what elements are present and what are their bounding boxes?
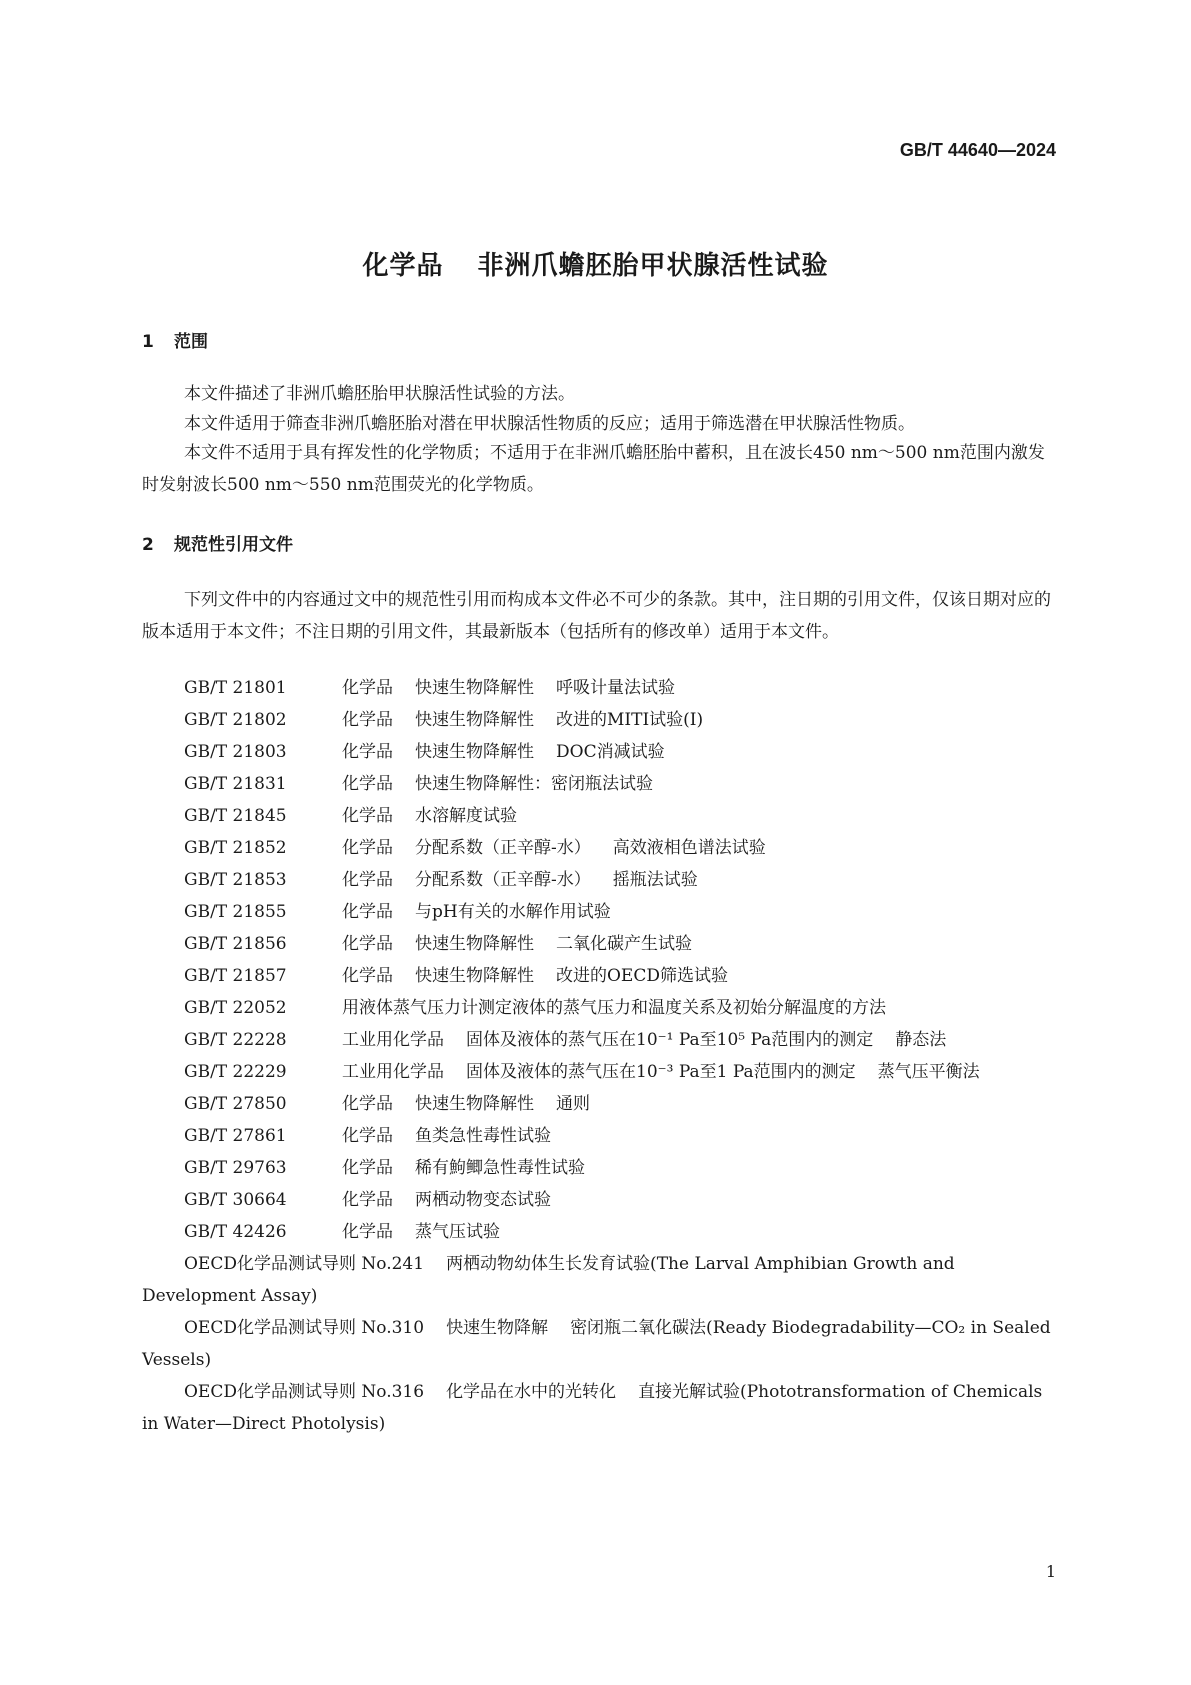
reference-code: GB/T 27861 [184, 1126, 287, 1146]
reference-part-b: 快速生物降解性 [415, 678, 534, 698]
reference-item [142, 704, 1059, 736]
reference-code: GB/T 21802 [184, 710, 287, 730]
reference-item [142, 864, 1059, 896]
oecd-reference-code: OECD化学品测试导则 No.310 [184, 1318, 425, 1338]
reference-part-b: 两栖动物变态试验 [415, 1190, 551, 1210]
reference-item [142, 1184, 1059, 1216]
reference-code: GB/T 21803 [184, 742, 287, 762]
reference-part-c: DOC消减试验 [556, 742, 665, 762]
section-number: 2 [142, 535, 154, 555]
reference-part-c: 呼吸计量法试验 [556, 678, 675, 698]
reference-part-b: 快速生物降解性 [415, 710, 534, 730]
normative-intro: 下列文件中的内容通过文中的规范性引用而构成本文件必不可少的条款。其中，注日期的引用文件，仅该日期对应的版本适用于本文件；不注日期的引用文件，其最新版本（包括所有的修改单）适用于本文件。 [142, 590, 1051, 642]
reference-part-a: 化学品 [342, 1094, 393, 1114]
reference-part-a: 用液体蒸气压力计测定液体的蒸气压力和温度关系及初始分解温度的方法 [342, 998, 886, 1018]
reference-part-a: 化学品 [342, 934, 393, 954]
reference-code: GB/T 30664 [184, 1190, 287, 1210]
reference-item [142, 832, 1059, 864]
reference-code: GB/T 21845 [184, 806, 287, 826]
reference-code: GB/T 21857 [184, 966, 287, 986]
reference-part-a: 化学品 [342, 1158, 393, 1178]
reference-part-c: 二氧化碳产生试验 [556, 934, 692, 954]
reference-item [142, 1216, 1059, 1248]
reference-part-b: 快速生物降解性 [415, 1094, 534, 1114]
scope-paragraph-3: 本文件不适用于具有挥发性的化学物质；不适用于在非洲爪蟾胚胎中蓄积，且在波长450 nm～500 nm范围内激发时发射波长500 nm～550 nm范围荧光的化学物质。 [142, 443, 1045, 495]
oecd-reference-b: 密闭瓶二氧化碳法(Ready Biodegradability—CO₂ in Sealed Vessels) [142, 1318, 1051, 1370]
reference-part-b: 鱼类急性毒性试验 [415, 1126, 551, 1146]
reference-part-b: 分配系数（正辛醇-水） [415, 870, 591, 890]
reference-part-b: 快速生物降解性 [415, 966, 534, 986]
reference-part-b: 快速生物降解性：密闭瓶法试验 [415, 774, 653, 794]
section-heading-normative-references [142, 530, 293, 555]
reference-item [142, 672, 1059, 704]
reference-code: GB/T 22229 [184, 1062, 287, 1082]
reference-part-b: 固体及液体的蒸气压在10⁻¹ Pa至10⁵ Pa范围内的测定 [466, 1030, 874, 1050]
reference-part-b: 蒸气压试验 [415, 1222, 500, 1242]
reference-part-c: 高效液相色谱法试验 [612, 838, 766, 858]
oecd-reference-code: OECD化学品测试导则 No.241 [184, 1254, 425, 1274]
reference-part-a: 工业用化学品 [342, 1062, 444, 1082]
reference-part-a: 化学品 [342, 806, 393, 826]
reference-item [142, 896, 1059, 928]
reference-part-a: 化学品 [342, 1190, 393, 1210]
reference-part-a: 化学品 [342, 870, 393, 890]
oecd-reference-b: 直接光解试验(Phototransformation of Chemicals in Water—Direct Photolysis) [142, 1382, 1043, 1434]
reference-part-b: 固体及液体的蒸气压在10⁻³ Pa至1 Pa范围内的测定 [466, 1062, 856, 1082]
reference-list [142, 672, 1059, 1440]
reference-part-b: 快速生物降解性 [415, 934, 534, 954]
reference-code: GB/T 21855 [184, 902, 287, 922]
reference-item [142, 1088, 1059, 1120]
reference-part-a: 化学品 [342, 838, 393, 858]
section-number: 1 [142, 332, 154, 352]
section-title: 范围 [174, 332, 208, 352]
title-part-2: 非洲爪蟾胚胎甲状腺活性试验 [477, 251, 829, 281]
reference-code: GB/T 29763 [184, 1158, 287, 1178]
standard-number: GB/T 44640—2024 [899, 140, 1056, 160]
reference-part-a: 化学品 [342, 1222, 393, 1242]
reference-item [142, 768, 1059, 800]
reference-item [142, 960, 1059, 992]
reference-item [142, 1120, 1059, 1152]
scope-paragraph-2: 本文件适用于筛查非洲爪蟾胚胎对潜在甲状腺活性物质的反应；适用于筛选潜在甲状腺活性物质。 [184, 414, 915, 434]
reference-item [142, 800, 1059, 832]
reference-item [142, 1152, 1059, 1184]
reference-part-b: 水溶解度试验 [415, 806, 517, 826]
reference-item [142, 992, 1059, 1024]
reference-part-b: 分配系数（正辛醇-水） [415, 838, 591, 858]
reference-item [142, 1056, 1059, 1088]
reference-item [142, 736, 1059, 768]
reference-part-c: 静态法 [895, 1030, 947, 1050]
section-heading-scope [142, 327, 208, 352]
reference-code: GB/T 42426 [184, 1222, 287, 1242]
reference-part-c: 蒸气压平衡法 [877, 1062, 980, 1082]
reference-code: GB/T 21856 [184, 934, 287, 954]
reference-part-a: 化学品 [342, 710, 393, 730]
reference-code: GB/T 21853 [184, 870, 287, 890]
scope-paragraph-1: 本文件描述了非洲爪蟾胚胎甲状腺活性试验的方法。 [184, 384, 575, 404]
reference-part-a: 化学品 [342, 678, 393, 698]
reference-code: GB/T 22228 [184, 1030, 287, 1050]
oecd-reference-item [142, 1376, 1059, 1440]
oecd-reference-a: 化学品在水中的光转化 [446, 1382, 617, 1402]
oecd-reference-code: OECD化学品测试导则 No.316 [184, 1382, 425, 1402]
reference-part-b: 快速生物降解性 [415, 742, 534, 762]
oecd-reference-item [142, 1248, 1059, 1312]
reference-part-c: 摇瓶法试验 [612, 870, 698, 890]
reference-part-b: 与pH有关的水解作用试验 [415, 902, 611, 922]
reference-code: GB/T 21801 [184, 678, 287, 698]
reference-part-a: 化学品 [342, 1126, 393, 1146]
oecd-reference-a: 两栖动物幼体生长发育试验(The Larval Amphibian Growth and Development Assay) [142, 1254, 955, 1306]
document-title [0, 245, 1191, 282]
oecd-reference-item [142, 1312, 1059, 1376]
reference-item [142, 928, 1059, 960]
reference-code: GB/T 21852 [184, 838, 287, 858]
reference-part-a: 化学品 [342, 902, 393, 922]
reference-part-a: 工业用化学品 [342, 1030, 444, 1050]
reference-part-c: 改进的OECD筛选试验 [556, 966, 728, 986]
reference-code: GB/T 22052 [184, 998, 287, 1018]
oecd-reference-a: 快速生物降解 [446, 1318, 549, 1338]
reference-part-b: 稀有鮈鲫急性毒性试验 [415, 1158, 585, 1178]
reference-part-a: 化学品 [342, 774, 393, 794]
reference-part-a: 化学品 [342, 966, 393, 986]
title-part-1: 化学品 [362, 251, 444, 281]
section-title: 规范性引用文件 [174, 535, 293, 555]
reference-item [142, 1024, 1059, 1056]
reference-part-c: 改进的MITI试验(I) [556, 710, 704, 730]
reference-code: GB/T 27850 [184, 1094, 287, 1114]
page-number: 1 [1045, 1562, 1056, 1581]
reference-part-a: 化学品 [342, 742, 393, 762]
reference-code: GB/T 21831 [184, 774, 287, 794]
reference-part-c: 通则 [556, 1094, 590, 1114]
